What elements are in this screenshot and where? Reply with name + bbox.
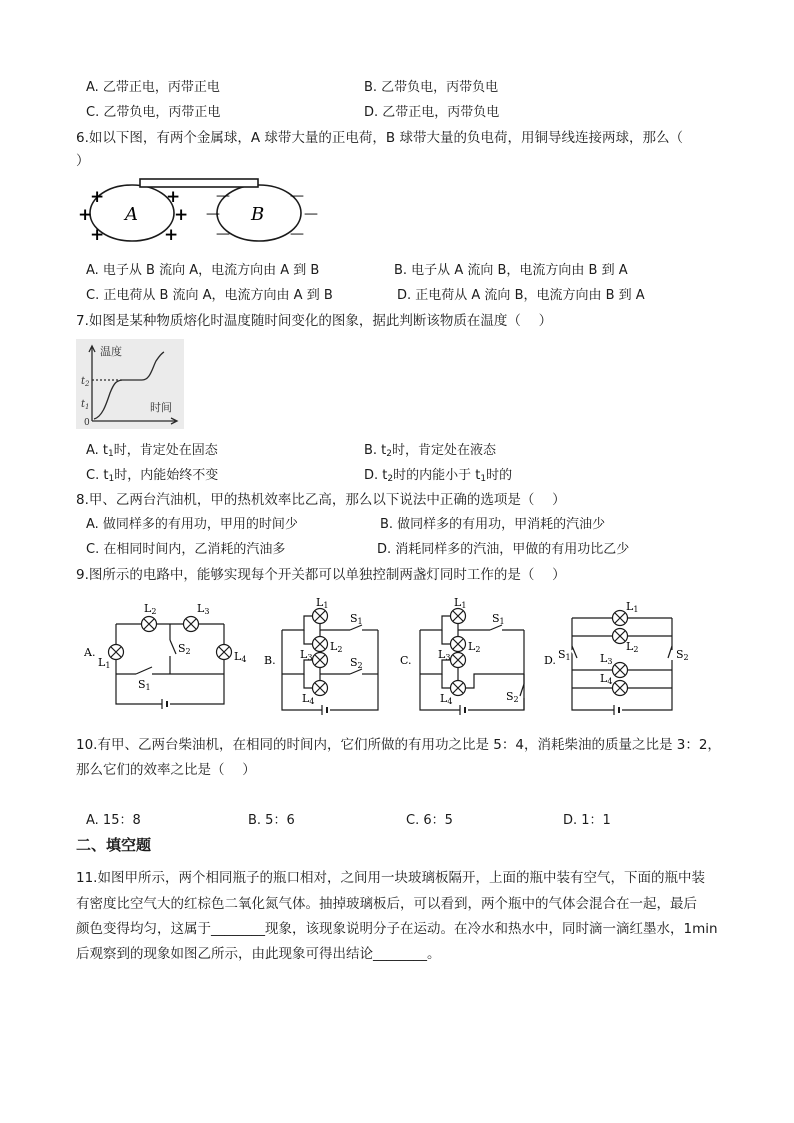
- plus-sign: +: [90, 225, 105, 245]
- q6-charged-spheres-figure: [76, 172, 336, 248]
- svg-text:L4: L4: [302, 692, 315, 706]
- minus-sign: —: [290, 226, 304, 242]
- q6-option-c: C. 正电荷从 B 流向 A，电流方向由 A 到 B: [86, 288, 333, 303]
- copper-wire: [140, 179, 258, 187]
- svg-text:L1: L1: [98, 656, 111, 670]
- sphere-b-label: B: [251, 204, 265, 225]
- q9-circuit-d: [544, 598, 694, 718]
- q6-stem-line1: 6.如以下图，有两个金属球，A 球带大量的正电荷，B 球带大量的负电荷，用铜导线连接两球，那么（: [76, 130, 683, 146]
- origin-label: 0: [84, 418, 90, 428]
- q10-stem-line2: 那么它们的效率之比是（ ）: [76, 762, 256, 778]
- svg-text:L4: L4: [600, 672, 613, 686]
- minus-sign: —: [290, 188, 304, 204]
- plus-sign: +: [174, 205, 189, 225]
- svg-text:L3: L3: [197, 602, 210, 616]
- svg-text:L2: L2: [144, 602, 157, 616]
- minus-sign: —: [206, 206, 220, 222]
- svg-text:S1: S1: [138, 678, 151, 692]
- q10-option-d: D. 1：1: [563, 813, 611, 828]
- plus-sign: +: [164, 225, 179, 245]
- svg-text:S2: S2: [178, 642, 191, 656]
- svg-text:L3: L3: [600, 652, 613, 666]
- section-heading: 二、填空题: [76, 836, 152, 854]
- svg-text:S1: S1: [558, 648, 571, 662]
- q8-option-c: C. 在相同时间内，乙消耗的汽油多: [86, 542, 286, 557]
- q11-line4: 后观察到的现象如图乙所示，由此现象可得出结论________。: [76, 946, 441, 962]
- svg-text:L4: L4: [440, 692, 453, 706]
- q9-circuit-b: [264, 598, 394, 718]
- t2-label: $t_2$: [81, 376, 90, 388]
- q6-option-d: D. 正电荷从 A 流向 B，电流方向由 B 到 A: [397, 288, 645, 303]
- svg-text:L4: L4: [234, 650, 247, 664]
- q10-option-c: C. 6：5: [406, 813, 453, 828]
- svg-text:S2: S2: [506, 690, 519, 704]
- svg-text:B.: B.: [264, 654, 276, 667]
- q10-option-a: A. 15：8: [86, 813, 141, 828]
- q11-line2: 有密度比空气大的红棕色二氧化氮气体。抽掉玻璃板后，可以看到，两个瓶中的气体会混合在一起，最后: [76, 896, 697, 912]
- q5-option-a: A. 乙带正电，丙带正电: [86, 80, 220, 95]
- svg-text:L3: L3: [300, 648, 313, 662]
- svg-text:L2: L2: [626, 640, 639, 654]
- plus-sign: +: [90, 187, 105, 207]
- q8-stem: 8.甲、乙两台汽油机，甲的热机效率比乙高，那么以下说法中正确的选项是（ ）: [76, 492, 566, 508]
- q7-stem: 7.如图是某种物质熔化时温度随时间变化的图象，据此判断该物质在温度（ ）: [76, 313, 553, 329]
- svg-text:L3: L3: [438, 648, 451, 662]
- q5-option-b: B. 乙带负电，丙带负电: [364, 80, 499, 95]
- q9-circuit-c: [400, 598, 536, 718]
- q11-line3: 颜色变得均匀，这属于________现象，该现象说明分子在运动。在冷水和热水中，同时滴一滴红墨水，1min: [76, 921, 718, 937]
- svg-text:L2: L2: [468, 640, 481, 654]
- q7-option-c: C. $t_1$时，内能始终不变: [86, 468, 219, 484]
- q8-option-b: B. 做同样多的有用功，甲消耗的汽油少: [380, 517, 606, 532]
- q8-option-a: A. 做同样多的有用功，甲用的时间少: [86, 517, 298, 532]
- q7-option-a: A. $t_1$时，肯定处在固态: [86, 443, 218, 459]
- svg-text:S1: S1: [492, 612, 505, 626]
- x-axis-label: 时间: [150, 401, 172, 414]
- q10-option-b: B. 5：6: [248, 813, 295, 828]
- t1-label: $t_1$: [81, 399, 90, 411]
- q6-option-a: A. 电子从 B 流向 A，电流方向由 A 到 B: [86, 263, 320, 278]
- q11-line1: 11.如图甲所示，两个相同瓶子的瓶口相对，之间用一块玻璃板隔开，上面的瓶中装有空气，下面的瓶中装: [76, 870, 705, 886]
- svg-text:D.: D.: [544, 654, 556, 667]
- minus-sign: —: [216, 188, 230, 204]
- q6-option-b: B. 电子从 A 流向 B，电流方向由 B 到 A: [394, 263, 628, 278]
- minus-sign: —: [216, 226, 230, 242]
- svg-text:L1: L1: [316, 598, 329, 610]
- sphere-a-label: A: [125, 204, 138, 225]
- q5-option-c: C. 乙带负电，丙带正电: [86, 105, 221, 120]
- q7-option-b: B. $t_2$时，肯定处在液态: [364, 443, 497, 459]
- svg-text:L1: L1: [626, 600, 639, 614]
- q6-stem-line2: ）: [76, 153, 90, 169]
- y-axis-label: 温度: [100, 345, 122, 358]
- q7-melting-graph: [76, 339, 184, 429]
- q5-option-d: D. 乙带正电，丙带负电: [364, 105, 500, 120]
- q8-option-d: D. 消耗同样多的汽油，甲做的有用功比乙少: [377, 542, 630, 557]
- svg-text:S2: S2: [350, 656, 363, 670]
- svg-text:L2: L2: [330, 640, 343, 654]
- svg-text:S1: S1: [350, 612, 363, 626]
- q10-stem-line1: 10.有甲、乙两台柴油机，在相同的时间内，它们所做的有用功之比是 5：4，消耗柴油的质量之比是 3：2，: [76, 737, 721, 753]
- q9-circuit-a: [84, 598, 256, 718]
- q9-stem: 9.图所示的电路中，能够实现每个开关都可以单独控制两盏灯同时工作的是（ ）: [76, 567, 566, 583]
- svg-text:S2: S2: [676, 648, 689, 662]
- svg-text:L1: L1: [454, 598, 467, 610]
- minus-sign: —: [304, 206, 318, 222]
- svg-text:A.: A.: [84, 646, 96, 659]
- plus-sign: +: [78, 205, 93, 225]
- plus-sign: +: [166, 187, 181, 207]
- svg-text:C.: C.: [400, 654, 412, 667]
- q7-option-d: D. $t_2$时的内能小于 $t_1$时的: [364, 468, 513, 484]
